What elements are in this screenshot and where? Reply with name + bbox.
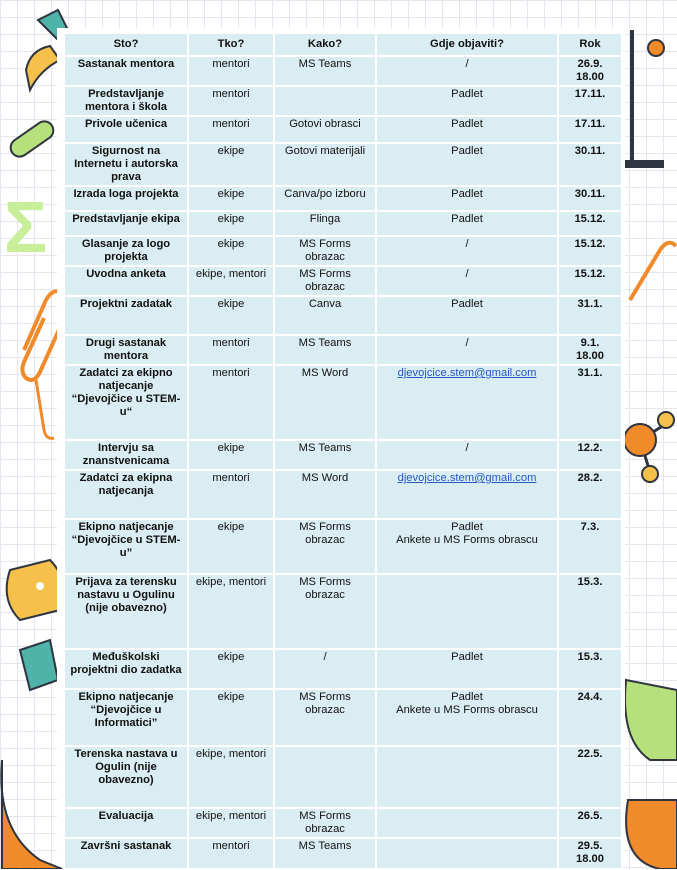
cell-due [558, 86, 622, 116]
cell-where [376, 365, 558, 440]
cell-how-text: / [323, 651, 327, 663]
cell-how [274, 365, 376, 440]
cell-how-text: MS Teams [298, 337, 352, 349]
cell-what-text: Projektni zadatak [79, 298, 173, 310]
cell-how [274, 86, 376, 116]
table-row [64, 365, 622, 440]
cell-where [376, 649, 558, 689]
cell-what-text: Evaluacija [98, 810, 154, 822]
cell-what-text: Zadatci za ekipno natjecanje “Djevojčice u STEM-u“ [71, 367, 181, 418]
cell-due [558, 296, 622, 335]
cell-how [274, 470, 376, 519]
cell-due-text: 9.1. 18.00 [576, 337, 604, 362]
cell-how-text: MS Forms obrazac [299, 238, 351, 263]
cell-how [274, 296, 376, 335]
cell-where [376, 236, 558, 266]
cell-due [558, 519, 622, 574]
table-row [64, 116, 622, 143]
cell-what [64, 56, 188, 86]
cell-due-text: 15.12. [574, 268, 606, 280]
cell-who [188, 365, 274, 440]
bottom-left-flask-icon [1, 640, 62, 869]
cell-what-text: Drugi sastanak mentora [85, 337, 167, 362]
cell-what [64, 335, 188, 365]
cell-what [64, 649, 188, 689]
cell-who [188, 838, 274, 869]
cell-how-text: MS Forms obrazac [299, 810, 351, 835]
cell-what [64, 838, 188, 869]
cell-what [64, 440, 188, 470]
cell-who-text: ekipe, mentori [195, 748, 267, 760]
cell-who-text: ekipe [217, 651, 245, 663]
cell-what [64, 86, 188, 116]
cell-where [376, 808, 558, 838]
cell-how [274, 838, 376, 869]
cell-where-text: Padlet [451, 651, 483, 663]
cell-where-text: Padlet [451, 118, 483, 130]
table-header-row [64, 33, 622, 56]
cell-where [376, 689, 558, 746]
cell-who [188, 746, 274, 808]
table-row [64, 211, 622, 236]
cell-what-text: Terenska nastava u Ogulin (nije obavezno) [74, 748, 178, 786]
cell-how [274, 808, 376, 838]
cell-what [64, 266, 188, 296]
cell-what-text: Glasanje za logo projekta [81, 238, 171, 263]
cell-what [64, 296, 188, 335]
cell-where [376, 143, 558, 186]
cell-how [274, 143, 376, 186]
cell-how-text: MS Teams [298, 58, 352, 70]
cell-due [558, 838, 622, 869]
cell-how [274, 440, 376, 470]
cell-where [376, 266, 558, 296]
cell-where [376, 574, 558, 649]
cell-how-text: Canva [308, 298, 342, 310]
cell-who-text: ekipe [217, 238, 245, 250]
cell-who [188, 86, 274, 116]
cell-what [64, 574, 188, 649]
table-row [64, 808, 622, 838]
cell-due [558, 186, 622, 211]
cell-how-text: MS Forms obrazac [299, 521, 351, 546]
cell-where [376, 838, 558, 869]
cell-where [376, 470, 558, 519]
cell-who [188, 574, 274, 649]
cell-due [558, 56, 622, 86]
cell-where-text: Padlet [451, 213, 483, 225]
cell-how-text: Flinga [309, 213, 341, 225]
cell-what-text: Predstavljanje ekipa [72, 213, 180, 225]
cell-what-text: Zadatci za ekipna natjecanja [79, 472, 173, 497]
cell-due [558, 649, 622, 689]
cell-due-text: 26.9. 18.00 [576, 58, 604, 83]
cell-due [558, 365, 622, 440]
table-row [64, 519, 622, 574]
table-row [64, 746, 622, 808]
cell-how [274, 236, 376, 266]
cell-due [558, 470, 622, 519]
cell-what [64, 519, 188, 574]
cell-how [274, 689, 376, 746]
cell-what [64, 808, 188, 838]
cell-who-text: ekipe [217, 298, 245, 310]
schedule-table [63, 32, 623, 870]
cell-where [376, 519, 558, 574]
cell-who [188, 519, 274, 574]
cell-who-text: mentori [212, 88, 250, 100]
cell-how [274, 649, 376, 689]
cell-where [376, 186, 558, 211]
table-row [64, 56, 622, 86]
cell-due-text: 15.12. [574, 238, 606, 250]
cell-due-text: 24.4. [577, 691, 603, 703]
cell-due [558, 746, 622, 808]
cell-where-text: Padlet [451, 88, 483, 100]
cell-what-text: Ekipno natjecanje “Djevojčice u Informatici” [78, 691, 174, 729]
cell-where [376, 56, 558, 86]
cell-how-text: MS Forms obrazac [299, 268, 351, 293]
cell-how-text: Gotovi obrasci [289, 118, 361, 130]
cell-due-text: 29.5. 18.00 [576, 840, 604, 865]
cell-where-note: Ankete u MS Forms obrascu [396, 704, 538, 716]
cell-due [558, 116, 622, 143]
right-flask-icon [625, 680, 677, 869]
table-row [64, 689, 622, 746]
cell-where-note: Ankete u MS Forms obrascu [396, 534, 538, 546]
cell-how-text: MS Teams [298, 840, 352, 852]
left-flask-icon [7, 560, 64, 620]
cell-who-text: ekipe [217, 521, 245, 533]
table-row [64, 470, 622, 519]
cell-what-text: Sastanak mentora [77, 58, 175, 70]
cell-due-text: 17.11. [574, 118, 606, 130]
sigma-icon: Σ [4, 188, 48, 268]
cell-what [64, 211, 188, 236]
cell-what [64, 143, 188, 186]
cell-due-text: 15.12. [574, 213, 606, 225]
cell-what-text: Privole učenica [84, 118, 168, 130]
table-row [64, 266, 622, 296]
cell-how [274, 519, 376, 574]
cell-due [558, 143, 622, 186]
cell-due [558, 335, 622, 365]
cell-due-text: 31.1. [577, 367, 603, 379]
cell-who [188, 808, 274, 838]
table-row [64, 296, 622, 335]
cell-who [188, 56, 274, 86]
cell-who [188, 296, 274, 335]
cell-what [64, 689, 188, 746]
cell-due [558, 808, 622, 838]
cell-who [188, 211, 274, 236]
cell-how [274, 574, 376, 649]
cell-who-text: mentori [212, 58, 250, 70]
header-what: Sto? [64, 33, 188, 56]
header-due: Rok [558, 33, 622, 56]
cell-where [376, 440, 558, 470]
email-link[interactable]: djevojcice.stem@gmail.com [397, 367, 537, 379]
cell-due-text: 15.3. [577, 576, 603, 588]
cell-who [188, 470, 274, 519]
cell-how [274, 56, 376, 86]
cell-who-text: mentori [212, 367, 250, 379]
cell-how [274, 746, 376, 808]
cell-who-text: ekipe, mentori [195, 576, 267, 588]
cell-due-text: 22.5. [577, 748, 603, 760]
cell-how-text: MS Teams [298, 442, 352, 454]
cell-what-text: Uvodna anketa [86, 268, 166, 280]
email-link[interactable]: djevojcice.stem@gmail.com [397, 472, 537, 484]
cell-what-text: Intervju sa znanstvenicama [82, 442, 170, 467]
cell-who-text: mentori [212, 337, 250, 349]
cell-where [376, 746, 558, 808]
header-who: Tko? [188, 33, 274, 56]
cell-how-text: MS Word [301, 472, 349, 484]
header-how: Kako? [274, 33, 376, 56]
cell-where [376, 86, 558, 116]
cell-due [558, 211, 622, 236]
table-row [64, 440, 622, 470]
cell-how-text: MS Forms obrazac [299, 576, 351, 601]
cell-what-text: Ekipno natjecanje “Djevojčice u STEM-u” [71, 521, 181, 559]
cell-how-text: Gotovi materijali [284, 145, 366, 157]
cell-where-text: / [465, 268, 469, 280]
table-row [64, 335, 622, 365]
cell-what [64, 186, 188, 211]
right-paperclip-icon [630, 243, 676, 300]
cell-how-text: MS Forms obrazac [299, 691, 351, 716]
cell-what [64, 236, 188, 266]
cell-where [376, 296, 558, 335]
cell-what [64, 365, 188, 440]
cell-due-text: 31.1. [577, 298, 603, 310]
cell-how-text: MS Word [301, 367, 349, 379]
table-row [64, 574, 622, 649]
cell-where-text: Padlet [451, 691, 483, 703]
cell-who-text: ekipe, mentori [195, 810, 267, 822]
table-body [64, 56, 622, 869]
cell-due-text: 30.11. [574, 188, 606, 200]
cell-what [64, 470, 188, 519]
molecule-icon [624, 412, 674, 482]
cell-due [558, 440, 622, 470]
cell-due-text: 26.5. [577, 810, 603, 822]
cell-where [376, 211, 558, 236]
table-row [64, 186, 622, 211]
cell-due-text: 30.11. [574, 145, 606, 157]
cell-who-text: ekipe [217, 145, 245, 157]
cell-where-text: Padlet [451, 298, 483, 310]
cell-who [188, 440, 274, 470]
cell-what [64, 116, 188, 143]
cell-where-text: / [465, 58, 469, 70]
cell-due-text: 15.3. [577, 651, 603, 663]
table-row [64, 838, 622, 869]
table-row [64, 86, 622, 116]
cell-how [274, 211, 376, 236]
cell-where [376, 116, 558, 143]
test-tube-icon [7, 118, 57, 160]
cell-due [558, 266, 622, 296]
cell-where-text: Padlet [451, 188, 483, 200]
cell-who-text: ekipe, mentori [195, 268, 267, 280]
cell-who-text: mentori [212, 472, 250, 484]
cell-who [188, 236, 274, 266]
cell-where-text: Padlet [451, 521, 483, 533]
stand-icon [620, 30, 664, 168]
cell-who-text: ekipe [217, 691, 245, 703]
cell-due [558, 689, 622, 746]
cell-where-text: / [465, 337, 469, 349]
cell-what-text: Završni sastanak [80, 840, 172, 852]
table-row [64, 143, 622, 186]
cell-where-text: Padlet [451, 145, 483, 157]
cell-who [188, 649, 274, 689]
cell-who-text: ekipe [217, 188, 245, 200]
cell-where [376, 335, 558, 365]
cell-due [558, 574, 622, 649]
cell-what [64, 746, 188, 808]
cell-who [188, 689, 274, 746]
cell-what-text: Međuškolski projektni dio zadatka [70, 651, 182, 676]
table-row [64, 649, 622, 689]
cell-where-text: / [465, 442, 469, 454]
cell-what-text: Izrada loga projekta [73, 188, 179, 200]
cell-who-text: ekipe [217, 213, 245, 225]
cell-who-text: mentori [212, 840, 250, 852]
cell-how [274, 335, 376, 365]
table-row [64, 236, 622, 266]
cell-due-text: 7.3. [580, 521, 600, 533]
cell-who-text: mentori [212, 118, 250, 130]
cell-what-text: Prijava za terensku nastavu u Ogulinu (nije obavezno) [75, 576, 177, 614]
cell-how [274, 266, 376, 296]
cell-where-text: / [465, 238, 469, 250]
cell-who-text: ekipe [217, 442, 245, 454]
cell-due-text: 12.2. [577, 442, 603, 454]
cell-who [188, 335, 274, 365]
cell-what-text: Sigurnost na Internetu i autorska prava [74, 145, 178, 183]
cell-who [188, 116, 274, 143]
cell-due-text: 17.11. [574, 88, 606, 100]
cell-due-text: 28.2. [577, 472, 603, 484]
cell-due [558, 236, 622, 266]
cell-how [274, 116, 376, 143]
cell-who [188, 143, 274, 186]
cell-who [188, 186, 274, 211]
cell-how [274, 186, 376, 211]
cell-who [188, 266, 274, 296]
cell-how-text: Canva/po izboru [284, 188, 366, 200]
cell-what-text: Predstavljanje mentora i škola [84, 88, 168, 113]
header-where: Gdje objaviti? [376, 33, 558, 56]
